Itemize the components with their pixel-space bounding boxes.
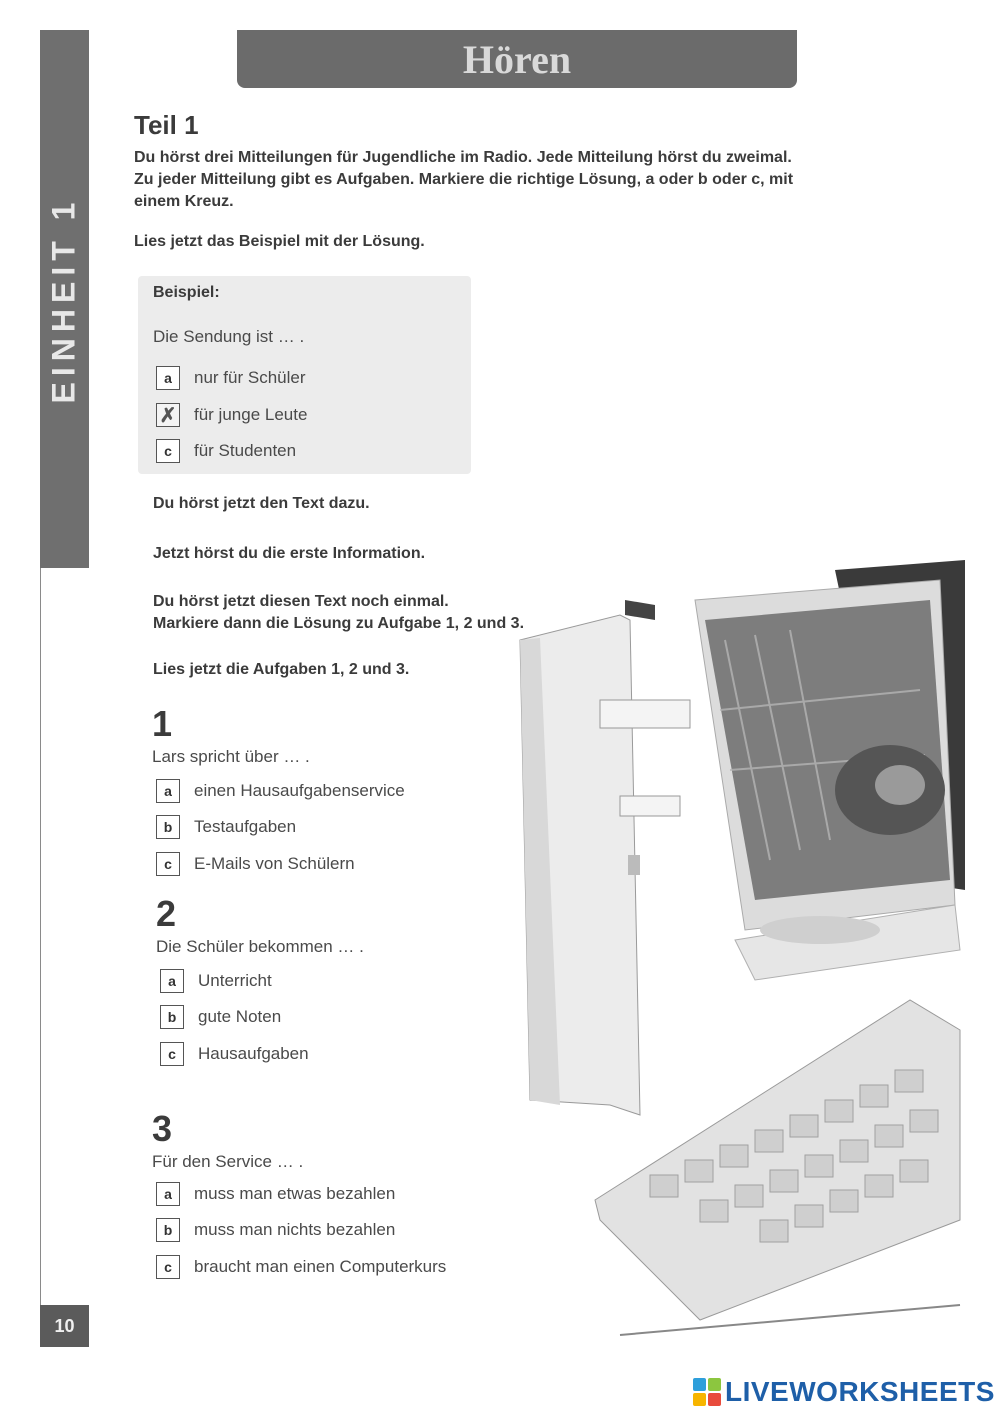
task1-option-a[interactable] bbox=[156, 777, 405, 805]
option-text: für Studenten bbox=[194, 441, 297, 460]
option-text: braucht man einen Computerkurs bbox=[194, 1257, 447, 1276]
option-checkbox[interactable]: c bbox=[160, 1042, 184, 1066]
option-checkbox[interactable]: c bbox=[156, 1255, 180, 1279]
option-text: Unterricht bbox=[198, 971, 272, 990]
instruction-line: Du hörst drei Mitteilungen für Jugendliche im Radio. Jede Mitteilung hörst du zweimal. bbox=[134, 149, 792, 166]
task3-option-a[interactable] bbox=[156, 1180, 395, 1208]
option-text: muss man etwas bezahlen bbox=[194, 1184, 396, 1203]
hear-text-direction: Du hörst jetzt den Text dazu. bbox=[153, 495, 370, 512]
page-title: Hören bbox=[462, 36, 572, 82]
first-info-direction: Jetzt hörst du die erste Information. bbox=[153, 545, 426, 562]
option-text: nur für Schüler bbox=[194, 368, 306, 387]
instructions bbox=[134, 147, 914, 213]
option-checkbox[interactable]: b bbox=[156, 1218, 180, 1242]
task2-option-c[interactable] bbox=[160, 1040, 309, 1068]
option-text: Hausaufgaben bbox=[198, 1044, 309, 1063]
example-option-c bbox=[156, 437, 296, 465]
option-checkbox[interactable]: b bbox=[156, 815, 180, 839]
unit-label: EINHEIT 1 bbox=[45, 196, 82, 404]
option-checkbox[interactable]: a bbox=[156, 779, 180, 803]
task-number: 1 bbox=[152, 703, 173, 744]
option-text: muss man nichts bezahlen bbox=[194, 1220, 396, 1239]
computer-photo bbox=[500, 560, 965, 1345]
page-number: 10 bbox=[40, 1305, 89, 1347]
option-checkbox[interactable]: a bbox=[156, 1182, 180, 1206]
logo-grid-icon bbox=[693, 1378, 721, 1406]
section-title: Teil 1 bbox=[134, 110, 199, 140]
read-example-text: Lies jetzt das Beispiel mit der Lösung. bbox=[134, 233, 425, 250]
example-option-a bbox=[156, 364, 306, 392]
option-checkbox[interactable]: c bbox=[156, 852, 180, 876]
task-number: 3 bbox=[152, 1108, 173, 1149]
task1-option-c[interactable] bbox=[156, 850, 355, 878]
task-stem: Für den Service … . bbox=[152, 1152, 304, 1171]
task-stem: Lars spricht über … . bbox=[152, 747, 310, 766]
read-tasks-direction: Lies jetzt die Aufgaben 1, 2 und 3. bbox=[153, 661, 410, 678]
margin-rule bbox=[40, 568, 41, 1346]
option-letter-box: a bbox=[156, 366, 180, 390]
option-text: einen Hausaufgabenservice bbox=[194, 781, 405, 800]
option-text: E-Mails von Schülern bbox=[194, 854, 355, 873]
task3-option-c[interactable] bbox=[156, 1253, 446, 1281]
example-label: Beispiel: bbox=[153, 284, 220, 301]
instruction-line: einem Kreuz. bbox=[134, 193, 234, 210]
title-bar bbox=[237, 30, 797, 88]
task3-option-b[interactable] bbox=[156, 1216, 395, 1244]
logo-text: LIVEWORKSHEETS bbox=[725, 1376, 995, 1407]
task2-option-a[interactable] bbox=[160, 967, 272, 995]
option-checkbox[interactable]: a bbox=[160, 969, 184, 993]
option-text: Testaufgaben bbox=[194, 817, 297, 836]
task-number: 2 bbox=[156, 893, 177, 934]
mark-direction: Markiere dann die Lösung zu Aufgabe 1, 2 und 3. bbox=[153, 615, 525, 632]
example-option-b bbox=[156, 401, 307, 429]
option-letter-box: c bbox=[156, 439, 180, 463]
again-direction: Du hörst jetzt diesen Text noch einmal. bbox=[153, 593, 449, 610]
cross-mark-icon: ✗ bbox=[156, 403, 180, 427]
liveworksheets-logo[interactable] bbox=[693, 1375, 995, 1409]
option-text: für junge Leute bbox=[194, 405, 308, 424]
task-stem: Die Schüler bekommen … . bbox=[156, 937, 364, 956]
task1-option-b[interactable] bbox=[156, 813, 296, 841]
task2-option-b[interactable] bbox=[160, 1003, 281, 1031]
example-stem: Die Sendung ist … . bbox=[153, 327, 305, 346]
option-text: gute Noten bbox=[198, 1007, 282, 1026]
instruction-line: Zu jeder Mitteilung gibt es Aufgaben. Markiere die richtige Lösung, a oder b oder c, mit bbox=[134, 171, 794, 188]
option-checkbox[interactable]: b bbox=[160, 1005, 184, 1029]
